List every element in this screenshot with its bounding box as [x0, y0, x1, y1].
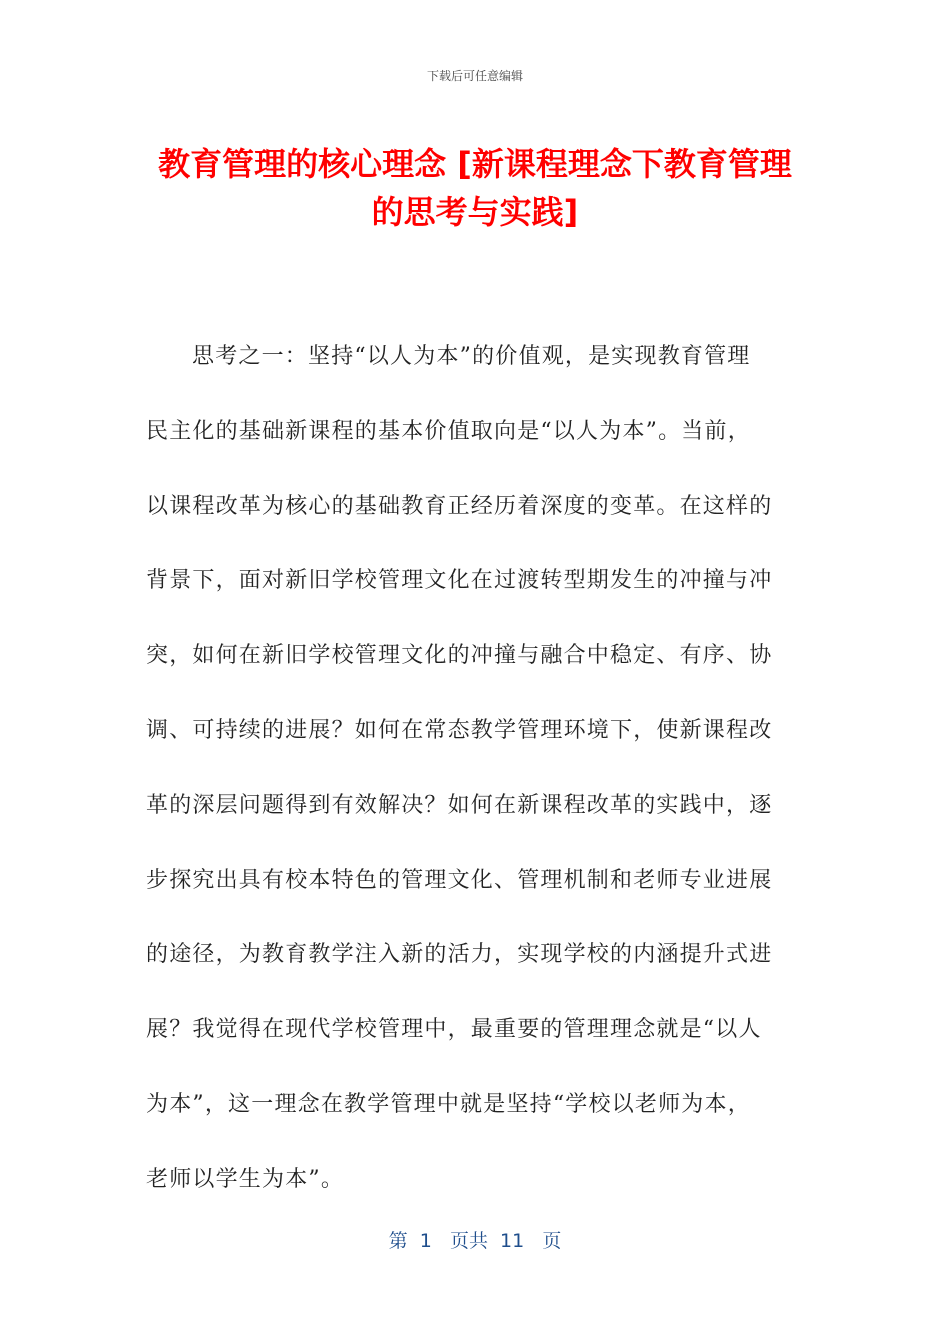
title-line-1: 教育管理的核心理念 [新课程理念下教育管理 — [158, 145, 792, 183]
body-line: 为本”，这一理念在教学管理中就是坚持“学校以老师为本， — [146, 1091, 751, 1117]
body-line: 的途径，为教育教学注入新的活力，实现学校的内涵提升式进 — [146, 942, 773, 968]
body-line: 步探究出具有校本特色的管理文化、管理机制和老师专业进展 — [146, 867, 773, 893]
body-line: 展？我觉得在现代学校管理中，最重要的管理理念就是“以人 — [146, 1017, 762, 1043]
body-line: 革的深层问题得到有效解决？如何在新课程改革的实践中，逐 — [146, 792, 773, 818]
body-line: 思考之一：坚持“以人为本”的价值观，是实现教育管理 — [192, 344, 751, 369]
body-line: 背景下，面对新旧学校管理文化在过渡转型期发生的冲撞与冲 — [146, 568, 773, 594]
page-footer: 第 1 页共 11 页 — [388, 1230, 562, 1252]
body-line: 民主化的基础新课程的基本价值取向是“以人为本”。当前， — [146, 418, 751, 444]
document-title — [130, 140, 820, 236]
body-line: 老师以学生为本”。 — [146, 1166, 345, 1192]
body-line: 突，如何在新旧学校管理文化的冲撞与融合中稳定、有序、协 — [146, 643, 773, 669]
title-line-2: 的思考与实践] — [371, 193, 579, 231]
body-paragraph — [146, 320, 806, 1218]
body-line: 调、可持续的进展？如何在常态教学管理环境下，使新课程改 — [146, 717, 773, 743]
body-line: 以课程改革为核心的基础教育正经历着深度的变革。在这样的 — [146, 493, 773, 519]
header-note: 下载后可任意编辑 — [426, 69, 523, 83]
